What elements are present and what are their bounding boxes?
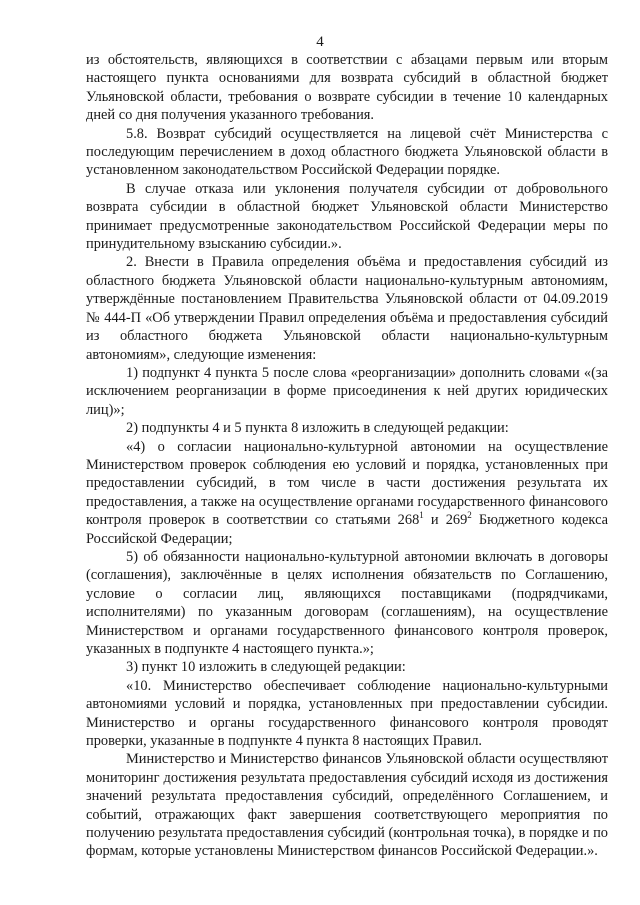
paragraph-7-text-c: Бюджетного кодекса Российской Федерации; — [86, 512, 609, 547]
paragraph-2: 5.8. Возврат субсидий осуществляется на лицевой счёт Министерства с последующим перечислением в доход областного бюджета Ульяновской области в установленном законодательством Российской Федерации порядке. — [86, 125, 608, 179]
paragraph-5: 1) подпункт 4 пункта 5 после слова «реорганизации» дополнить словами «(за исключением реорганизации в форме присоединения к ней других юридических лиц)»; — [86, 364, 608, 418]
superscript-2: 2 — [467, 510, 472, 521]
paragraph-4: 2. Внести в Правила определения объёма и предоставления субсидий из областного бюджета Ульяновской области национально-культурным автономиям, утверждённые постановлением Правительства Ульяновской области от 04.09.2019 № 444-П «Об утверждении Правил определения объёма и предоставления субсидий из областного бюджета Ульяновской области национально-культурным автономиям», следующие изменения: — [86, 254, 608, 363]
paragraph-10: «10. Министерство обеспечивает соблюдение национально-культурными автономиями условий и порядка, установленных при предоставлении субсидии. Министерство и органы государственного финансового контроля проводят проверки, указанные в подпункте 4 пункта 8 настоящих Правил. — [86, 677, 608, 750]
paragraph-1: из обстоятельств, являющихся в соответствии с абзацами первым или вторым настоящего пункта основаниями для возврата субсидий в областной бюджет Ульяновской области, требования о возврате субсидии в течение 10 календарных дней со дня получения указанного требования. — [86, 52, 608, 124]
page-number: 4 — [316, 34, 324, 50]
paragraph-8: 5) об обязанности национально-культурной автономии включать в договоры (соглашения), заключённые в целях исполнения обязательств по Соглашению, условие о согласии лиц, являющихся поставщиками (подрядчиками, исполнителями) по указанным договорам (соглашениям), на осуществление Министерством и органами государственного финансового контроля проверок, указанных в подпункте 4 настоящего пункта.»; — [86, 548, 608, 657]
paragraph-6: 2) подпункты 4 и 5 пункта 8 изложить в следующей редакции: — [126, 420, 509, 437]
paragraph-3: В случае отказа или уклонения получателя субсидии от добровольного возврата субсидии в областной бюджет Ульяновской области Министерство принимает предусмотренные законодательством Российской Федерации меры по принудительному взысканию субсидии.». — [86, 180, 608, 253]
document-body — [86, 51, 608, 861]
paragraph-9: 3) пункт 10 изложить в следующей редакции: — [126, 659, 406, 676]
paragraph-7-text-a: «4) о согласии национально-культурной автономии на осуществление Министерством проверок соблюдения ею условий и порядка, установленных при предоставлении субсидий, в том числе в части достижения результата их предоставления, а также на осуществление органами государственного финансового контроля проверок в соответствии со статьями 268 — [86, 438, 608, 529]
superscript-1: 1 — [419, 510, 424, 521]
paragraph-7 — [86, 438, 608, 548]
paragraph-7-text-b: и 269 — [423, 512, 468, 529]
paragraph-11: Министерство и Министерство финансов Ульяновской области осуществляют мониторинг достижения результата предоставления субсидий исходя из достижения значений результата предоставления субсидий, определённого Соглашением, и событий, отражающих факт завершения соответствующего мероприятия по получению результата предоставления субсидий (контрольная точка), в порядке и по формам, которые установлены Министерством финансов Российской Федерации.». — [86, 751, 608, 860]
